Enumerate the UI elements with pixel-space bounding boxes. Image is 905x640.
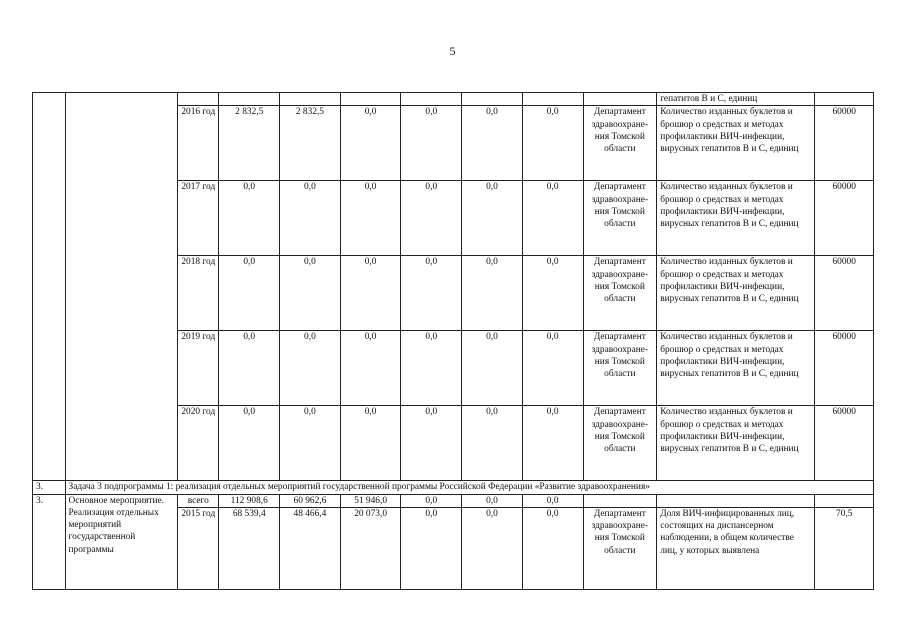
value-cell: 0,0 bbox=[340, 406, 401, 481]
task-number: 3. bbox=[33, 481, 66, 494]
target-cell: 60000 bbox=[815, 106, 874, 181]
dept-cell: Департамент здравоохране-ния Томской области bbox=[583, 331, 657, 406]
value-cell: 0,0 bbox=[401, 331, 462, 406]
value-cell: 0,0 bbox=[522, 507, 583, 589]
value-cell: 112 908,6 bbox=[219, 494, 280, 507]
value-cell: 0,0 bbox=[219, 406, 280, 481]
value-cell: 0,0 bbox=[401, 256, 462, 331]
event-number: 3. bbox=[33, 494, 66, 589]
year-cell: 2019 год bbox=[178, 331, 219, 406]
value-cell: 0,0 bbox=[340, 181, 401, 256]
value-cell: 0,0 bbox=[401, 507, 462, 589]
table-row bbox=[33, 494, 874, 507]
value-cell: 2 832,5 bbox=[219, 106, 280, 181]
value-cell: 0,0 bbox=[340, 256, 401, 331]
value-cell: 0,0 bbox=[522, 331, 583, 406]
value-cell: 60 962,6 bbox=[280, 494, 341, 507]
task-title: Задача 3 подпрограммы 1: реализация отдельных мероприятий государственной программы Российской Федерации «Развитие здравоохранения» bbox=[65, 481, 874, 494]
indicator-cell: гепатитов В и С, единиц bbox=[657, 93, 815, 106]
total-label: всего bbox=[178, 494, 219, 507]
page-number: 5 bbox=[449, 44, 456, 58]
value-cell: 0,0 bbox=[340, 331, 401, 406]
indicator-cell: Количество изданных буклетов и брошюр о средствах и методах профилактики ВИЧ-инфекции, вирусных гепатитов В и С, единиц bbox=[657, 331, 815, 406]
indicator-cell: Количество изданных буклетов и брошюр о средствах и методах профилактики ВИЧ-инфекции, вирусных гепатитов В и С, единиц bbox=[657, 181, 815, 256]
value-cell: 0,0 bbox=[280, 256, 341, 331]
value-cell: 0,0 bbox=[280, 331, 341, 406]
value-cell: 0,0 bbox=[462, 181, 523, 256]
value-cell: 0,0 bbox=[219, 181, 280, 256]
value-cell: 0,0 bbox=[280, 406, 341, 481]
value-cell: 0,0 bbox=[462, 507, 523, 589]
dept-cell: Департамент здравоохране-ния Томской области bbox=[583, 106, 657, 181]
value-cell: 0,0 bbox=[522, 106, 583, 181]
value-cell: 0,0 bbox=[462, 494, 523, 507]
value-cell: 51 946,0 bbox=[340, 494, 401, 507]
value-cell: 0,0 bbox=[340, 106, 401, 181]
value-cell: 0,0 bbox=[401, 181, 462, 256]
target-cell: 70,5 bbox=[815, 507, 874, 589]
value-cell: 0,0 bbox=[522, 406, 583, 481]
indicator-cell: Количество изданных буклетов и брошюр о средствах и методах профилактики ВИЧ-инфекции, вирусных гепатитов В и С, единиц bbox=[657, 106, 815, 181]
value-cell: 68 539,4 bbox=[219, 507, 280, 589]
value-cell: 0,0 bbox=[462, 406, 523, 481]
year-cell: 2018 год bbox=[178, 256, 219, 331]
value-cell: 2 832,5 bbox=[280, 106, 341, 181]
year-cell: 2020 год bbox=[178, 406, 219, 481]
value-cell: 0,0 bbox=[522, 256, 583, 331]
year-cell: 2015 год bbox=[178, 507, 219, 589]
target-cell: 60000 bbox=[815, 181, 874, 256]
target-cell: 60000 bbox=[815, 331, 874, 406]
value-cell: 0,0 bbox=[462, 331, 523, 406]
indicator-cell: Доля ВИЧ-инфицированных лиц, состоящих на диспансерном наблюдении, в общем количестве лиц, у которых выявлена bbox=[657, 507, 815, 589]
target-cell: 60000 bbox=[815, 406, 874, 481]
value-cell: 48 466,4 bbox=[280, 507, 341, 589]
dept-cell: Департамент здравоохране-ния Томской области bbox=[583, 507, 657, 589]
event-name-cell bbox=[65, 93, 178, 481]
task-row bbox=[33, 481, 874, 494]
dept-cell: Департамент здравоохране-ния Томской области bbox=[583, 181, 657, 256]
value-cell: 0,0 bbox=[522, 181, 583, 256]
year-cell: 2016 год bbox=[178, 106, 219, 181]
program-table bbox=[32, 92, 874, 590]
year-cell: 2017 год bbox=[178, 181, 219, 256]
num-cell bbox=[33, 93, 66, 481]
table-row bbox=[33, 93, 874, 106]
value-cell: 0,0 bbox=[401, 494, 462, 507]
value-cell: 0,0 bbox=[462, 256, 523, 331]
value-cell: 0,0 bbox=[401, 106, 462, 181]
value-cell: 20 073,0 bbox=[340, 507, 401, 589]
indicator-cell: Количество изданных буклетов и брошюр о средствах и методах профилактики ВИЧ-инфекции, вирусных гепатитов В и С, единиц bbox=[657, 406, 815, 481]
value-cell: 0,0 bbox=[219, 331, 280, 406]
value-cell: 0,0 bbox=[462, 106, 523, 181]
event-name: Основное мероприятие. Реализация отдельных мероприятий государственной программы bbox=[65, 494, 178, 589]
value-cell: 0,0 bbox=[219, 256, 280, 331]
dept-cell: Департамент здравоохране-ния Томской области bbox=[583, 406, 657, 481]
value-cell: 0,0 bbox=[401, 406, 462, 481]
value-cell: 0,0 bbox=[522, 494, 583, 507]
target-cell: 60000 bbox=[815, 256, 874, 331]
dept-cell: Департамент здравоохране-ния Томской области bbox=[583, 256, 657, 331]
value-cell: 0,0 bbox=[280, 181, 341, 256]
indicator-cell: Количество изданных буклетов и брошюр о средствах и методах профилактики ВИЧ-инфекции, вирусных гепатитов В и С, единиц bbox=[657, 256, 815, 331]
